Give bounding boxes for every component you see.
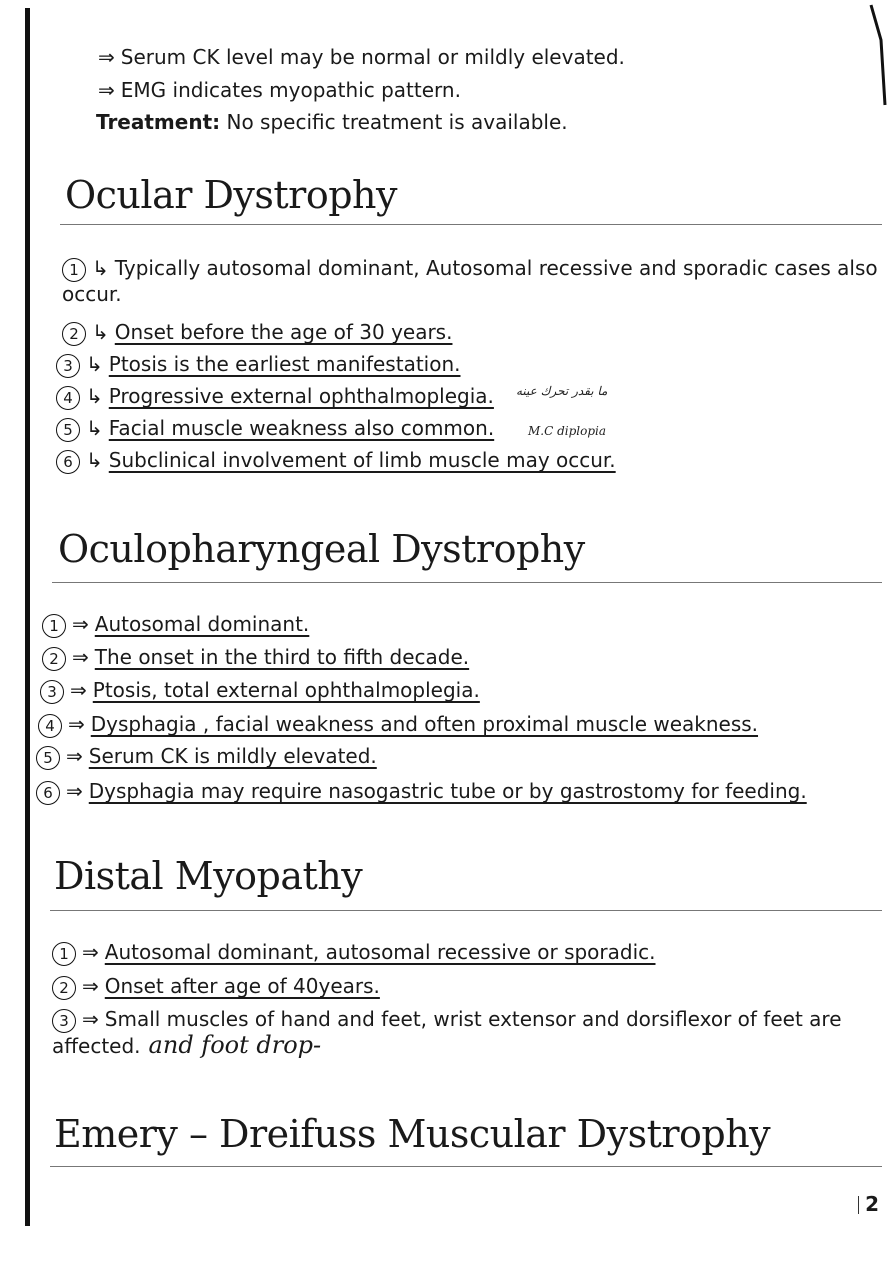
treatment-line: [96, 110, 568, 134]
divider: [52, 582, 882, 583]
return-arrow-icon: ↳: [86, 352, 103, 376]
page-number-divider: [858, 1196, 859, 1214]
ocular-item-3: 3 ↳ Ptosis is the earliest manifestation.: [56, 352, 461, 378]
oculopharyngeal-item-5: 5 ⇒ Serum CK is mildly elevated.: [36, 744, 377, 770]
distal-item-1: 1 ⇒ Autosomal dominant, autosomal recessive or sporadic.: [52, 940, 656, 966]
margin-bar: [25, 8, 30, 1226]
ocular-item-4: 4 ↳ Progressive external ophthalmoplegia.: [56, 384, 494, 410]
intro-bullet-2: ⇒ EMG indicates myopathic pattern.: [98, 78, 461, 102]
arrow-right-icon: ⇒: [98, 78, 115, 102]
handwritten-note: and foot drop-: [148, 1030, 322, 1059]
arrow-right-icon: ⇒: [66, 744, 83, 768]
treatment-label: Treatment:: [96, 110, 221, 134]
arrow-right-icon: ⇒: [70, 678, 87, 702]
oculopharyngeal-item-6: 6 ⇒ Dysphagia may require nasogastric tube or by gastrostomy for feeding.: [36, 779, 807, 805]
handwritten-note-arabic: ما بقدر تحرك عينه: [516, 384, 608, 398]
divider: [50, 910, 882, 911]
distal-item-3: 3 ⇒ Small muscles of hand and feet, wrist extensor and dorsiflexor of feet are affected. and foot drop-: [52, 1007, 842, 1059]
return-arrow-icon: ↳: [86, 416, 103, 440]
arrow-right-icon: ⇒: [82, 974, 99, 998]
heading-emery-dreifuss: Emery – Dreifuss Muscular Dystrophy: [54, 1112, 771, 1156]
ocular-item-5: 5 ↳ Facial muscle weakness also common.: [56, 416, 494, 442]
divider: [50, 1166, 882, 1167]
ocular-item-2: 2 ↳ Onset before the age of 30 years.: [62, 320, 452, 346]
oculopharyngeal-item-3: 3 ⇒ Ptosis, total external ophthalmoplegia.: [40, 678, 480, 704]
corner-mark: [869, 0, 889, 110]
ocular-item-6: 6 ↳ Subclinical involvement of limb muscle may occur.: [56, 448, 616, 474]
handwritten-note-diplopia: M.C diplopia: [528, 424, 607, 438]
ocular-item-1: 1 ↳ Typically autosomal dominant, Autosomal recessive and sporadic cases also occur.: [62, 256, 878, 306]
arrow-right-icon: ⇒: [72, 645, 89, 669]
distal-item-2: 2 ⇒ Onset after age of 40years.: [52, 974, 380, 1000]
return-arrow-icon: ↳: [92, 256, 109, 280]
arrow-right-icon: ⇒: [82, 940, 99, 964]
arrow-right-icon: ⇒: [72, 612, 89, 636]
divider: [60, 224, 882, 225]
return-arrow-icon: ↳: [86, 448, 103, 472]
return-arrow-icon: ↳: [86, 384, 103, 408]
heading-distal: Distal Myopathy: [54, 854, 363, 898]
arrow-right-icon: ⇒: [98, 45, 115, 69]
arrow-right-icon: ⇒: [68, 712, 85, 736]
intro-bullet-1: ⇒ Serum CK level may be normal or mildly elevated.: [98, 45, 625, 69]
page-number: 2: [865, 1192, 879, 1216]
arrow-right-icon: ⇒: [82, 1007, 99, 1031]
treatment-text: No specific treatment is available.: [220, 110, 568, 134]
oculopharyngeal-item-4: 4 ⇒ Dysphagia , facial weakness and often proximal muscle weakness.: [38, 712, 758, 738]
oculopharyngeal-item-2: 2 ⇒ The onset in the third to fifth decade.: [42, 645, 469, 671]
heading-ocular: Ocular Dystrophy: [65, 173, 397, 217]
oculopharyngeal-item-1: 1 ⇒ Autosomal dominant.: [42, 612, 309, 638]
return-arrow-icon: ↳: [92, 320, 109, 344]
arrow-right-icon: ⇒: [66, 779, 83, 803]
heading-oculopharyngeal: Oculopharyngeal Dystrophy: [58, 527, 585, 571]
